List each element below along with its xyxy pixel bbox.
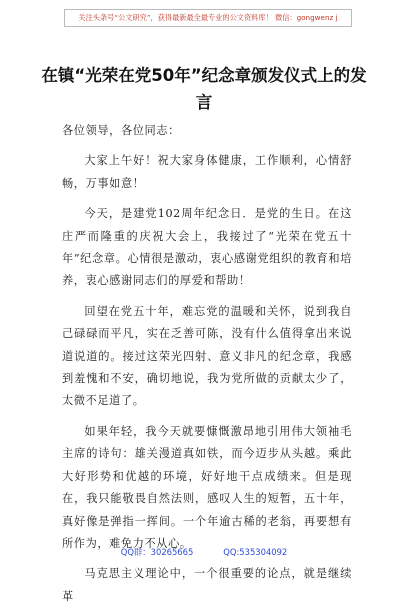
paragraph: 今天，是建党102周年纪念日．是党的生日。在这庄严而隆重的庆祝大会上，我接过了“光荣在党五十年”纪念章。心情很是激动，衷心感谢党组织的教育和培养，衷心感谢同志们的厚爱和帮助！ bbox=[62, 207, 352, 288]
paragraph: 大家上午好！祝大家身体健康，工作顺利，心情舒畅，万事如意！ bbox=[62, 154, 352, 190]
paragraph: 回望在党五十年，难忘党的温暖和关怀，说到我自己碌碌而平凡，实在乏善可陈，没有什么值得拿出来说道说道的。接过这荣光四射、意义非凡的纪念章，我感到羞愧和不安，确切地说，我为党所做的贡献太少了，太微不足道了。 bbox=[62, 304, 352, 408]
footer-contact bbox=[0, 546, 408, 558]
document-title: 在镇“光荣在党50年”纪念章颁发仪式上的发言 bbox=[41, 66, 367, 112]
salutation: 各位领导，各位同志： bbox=[62, 124, 180, 137]
qq-group-text: QQ群：30265665 bbox=[120, 547, 194, 557]
qq-text: QQ:535304092 bbox=[223, 547, 288, 557]
document-body bbox=[62, 120, 352, 608]
top-banner: 关注头条号“公文研究”，获得最新最全最专业的公文资料库！ 微信：gongwenz j bbox=[64, 9, 352, 27]
paragraph: 马克思主义理论中，一个很重要的论点，就是继续革 bbox=[62, 567, 352, 603]
paragraph: 如果年轻，我今天就要慷慨激昂地引用伟大领袖毛主席的诗句：雄关漫道真如铁，而今迈步从头越。乘此大好形势和优越的环境，好好地干点成绩来。但是现在，我只能敬畏自然法则，感叹人生的短暂，五十年，真好像是弹指一挥间。一个年逾古稀的老翁，再要想有所作为，难免力不从心。 bbox=[62, 424, 352, 550]
